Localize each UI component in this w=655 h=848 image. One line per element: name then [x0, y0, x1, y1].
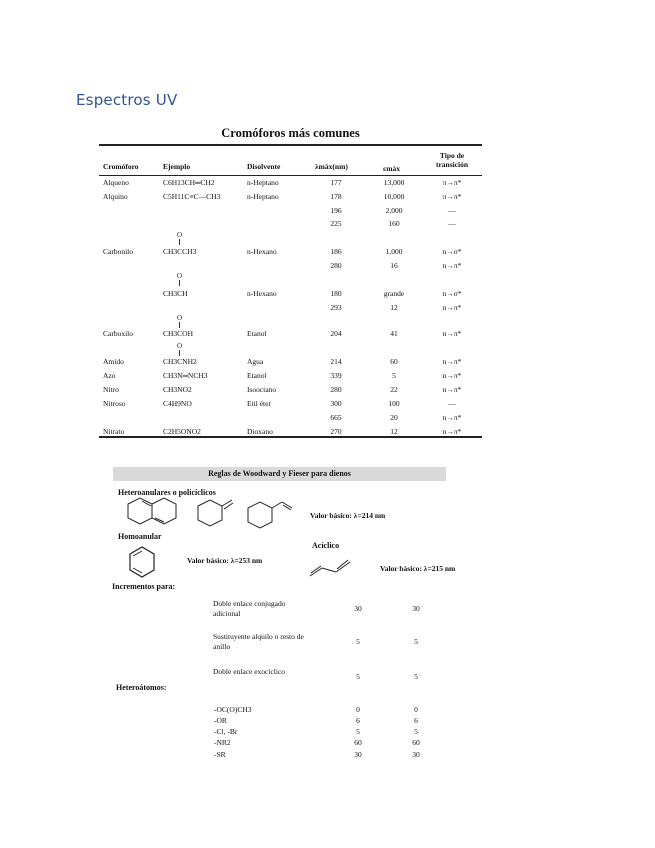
cell-chromophore: Alqueno — [103, 178, 129, 187]
increment-label: Sustituyente alquilo o resto de — [213, 632, 304, 641]
cell-transition: — — [448, 399, 456, 408]
increment-value-hetero: 30 — [412, 604, 420, 613]
cell-transition: n→π* — [442, 371, 462, 380]
cell-lambda: 178 — [330, 192, 342, 201]
header-example: Ejemplo — [163, 162, 191, 171]
heteroatom-label: -OC(O)CH3 — [214, 705, 252, 714]
cell-epsilon: 10,000 — [383, 192, 405, 201]
heteroannular-base-value: Valor básico: λ=214 nm — [310, 511, 386, 520]
cell-lambda: 300 — [330, 399, 342, 408]
heteroatoms-label: Heteroátomos: — [116, 683, 167, 692]
cell-transition: n→π* — [442, 303, 462, 312]
oxygen-mark: O — [177, 314, 183, 322]
header-chromophore: Cromóforo — [103, 162, 139, 171]
cell-chromophore: Nitro — [103, 385, 119, 394]
cell-chromophore: Carbonilo — [103, 247, 133, 256]
cell-solvent: Etanol — [247, 329, 267, 338]
cell-epsilon: 60 — [390, 357, 398, 366]
cell-lambda: 177 — [330, 178, 342, 187]
cell-solvent: Isooctano — [247, 385, 277, 394]
increment-value-homo: 30 — [354, 604, 362, 613]
cell-epsilon: 2,000 — [385, 206, 403, 215]
cell-lambda: 225 — [330, 219, 342, 228]
table-top-rule — [99, 144, 482, 146]
cell-solvent: Etil éter — [247, 399, 271, 408]
double-bond-mark — [179, 322, 180, 328]
heteroatom-value-hetero: 30 — [412, 750, 420, 759]
heteroatom-label: -Cl, -Br — [214, 727, 238, 736]
header-lambda: λmáx(nm) — [315, 162, 348, 171]
increment-value-homo: 5 — [356, 637, 360, 646]
cell-epsilon: grande — [383, 289, 405, 298]
header-solvent: Disolvente — [247, 162, 281, 171]
table-bottom-rule — [99, 436, 482, 438]
double-bond-mark — [179, 239, 180, 245]
cell-example: CH3N═NCH3 — [163, 371, 208, 380]
increment-value-hetero: 5 — [414, 637, 418, 646]
cell-lambda: 214 — [330, 357, 342, 366]
homoannular-structure — [128, 546, 160, 580]
cell-lambda: 204 — [330, 329, 342, 338]
cell-example: CH3CCH3 — [163, 247, 197, 256]
cell-epsilon: 5 — [392, 371, 396, 380]
cell-transition: π→π* — [442, 192, 462, 201]
cell-solvent: n-Heptano — [247, 192, 279, 201]
cell-solvent: n-Hexano — [247, 247, 277, 256]
cell-epsilon: 22 — [390, 385, 398, 394]
cell-example: CH3CH — [163, 289, 188, 298]
cell-epsilon: 13,000 — [383, 178, 405, 187]
header-transition: Tipo de transición — [435, 151, 469, 169]
cell-lambda: 665 — [330, 413, 342, 422]
cell-transition: n→π* — [442, 329, 462, 338]
increment-value-hetero: 5 — [414, 672, 418, 681]
cell-transition: n→π* — [442, 357, 462, 366]
cell-solvent: Dioxano — [247, 427, 273, 436]
cell-epsilon: 160 — [388, 219, 400, 228]
homoannular-label: Homoanular — [118, 532, 162, 541]
heteroatom-value-homo: 5 — [356, 727, 360, 736]
cell-lambda: 339 — [330, 371, 342, 380]
heteroatom-label: -SR — [214, 750, 226, 759]
cell-chromophore: Carboxilo — [103, 329, 133, 338]
cell-example: C4H9NO — [163, 399, 192, 408]
cell-transition: n→π* — [442, 427, 462, 436]
heteroatom-value-homo: 60 — [354, 738, 362, 747]
cell-example: C6H13CH═CH2 — [163, 178, 215, 187]
cell-epsilon: 12 — [390, 427, 398, 436]
cell-transition: — — [448, 219, 456, 228]
increment-label: anillo — [213, 642, 231, 651]
cell-lambda: 293 — [330, 303, 342, 312]
cell-lambda: 180 — [330, 289, 342, 298]
cell-solvent: n-Hexano — [247, 289, 277, 298]
homoannular-base-value: Valor básico: λ=253 nm — [187, 556, 263, 565]
cell-lambda: 280 — [330, 261, 342, 270]
cell-epsilon: 1,000 — [385, 247, 403, 256]
heteroannular-structures — [118, 498, 298, 534]
acyclic-base-value: Valor básico: λ=215 nm — [380, 564, 456, 573]
cell-example: CH3CNH2 — [163, 357, 197, 366]
cell-transition: n→σ* — [442, 247, 462, 256]
increment-label: Doble enlace conjugado — [213, 599, 286, 608]
cell-epsilon: 20 — [390, 413, 398, 422]
cell-epsilon: 41 — [390, 329, 398, 338]
heteroatom-value-hetero: 60 — [412, 738, 420, 747]
cell-solvent: n-Heptano — [247, 178, 279, 187]
increments-label: Incrementos para: — [112, 582, 176, 591]
cell-solvent: Agua — [247, 357, 264, 366]
header-epsilon: εmáx — [383, 164, 400, 173]
cell-lambda: 270 — [330, 427, 342, 436]
heteroatom-value-hetero: 0 — [414, 705, 418, 714]
acyclic-label: Acíclico — [312, 541, 340, 550]
table-header-rule — [99, 175, 482, 176]
cell-chromophore: Alquino — [103, 192, 128, 201]
heteroatom-value-homo: 0 — [356, 705, 360, 714]
cell-epsilon: 16 — [390, 261, 398, 270]
heteroatom-value-hetero: 5 — [414, 727, 418, 736]
cell-transition: π→π* — [442, 178, 462, 187]
oxygen-mark: O — [177, 342, 183, 350]
cell-example: C5H11C≡C—CH3 — [163, 192, 221, 201]
cell-solvent: Etanol — [247, 371, 267, 380]
cell-example: CH3COH — [163, 329, 194, 338]
cell-transition: n→π* — [442, 385, 462, 394]
cell-transition: n→π* — [442, 413, 462, 422]
cell-lambda: 280 — [330, 385, 342, 394]
cell-chromophore: Azo — [103, 371, 116, 380]
cell-example: CH3NO2 — [163, 385, 192, 394]
cell-epsilon: 12 — [390, 303, 398, 312]
page-heading: Espectros UV — [76, 91, 178, 109]
cell-chromophore: Amido — [103, 357, 124, 366]
cell-transition: n→σ* — [442, 289, 462, 298]
heteroatom-label: -NR2 — [214, 738, 231, 747]
heteroatom-label: -OR — [214, 716, 227, 725]
rules-title: Reglas de Woodward y Fieser para dienos — [208, 469, 351, 478]
cell-chromophore: Nitrato — [103, 427, 125, 436]
cell-lambda: 186 — [330, 247, 342, 256]
acyclic-structure — [308, 556, 356, 578]
chromophore-table — [99, 120, 482, 438]
increment-value-homo: 5 — [356, 672, 360, 681]
oxygen-mark: O — [177, 231, 183, 239]
table-title: Cromóforos más comunes — [221, 126, 360, 140]
cell-transition: n→π* — [442, 261, 462, 270]
cell-transition: — — [448, 206, 456, 215]
cell-lambda: 196 — [330, 206, 342, 215]
increment-label: Doble enlace exocíclico — [213, 667, 286, 676]
double-bond-mark — [179, 350, 180, 356]
increment-label: adicional — [213, 609, 241, 618]
cell-example: C2H5ONO2 — [163, 427, 201, 436]
cell-epsilon: 100 — [388, 399, 400, 408]
heteroatom-value-hetero: 6 — [414, 716, 418, 725]
heteroannular-label: Heteroanulares o policíclicos — [118, 488, 216, 497]
heteroatom-value-homo: 6 — [356, 716, 360, 725]
cell-chromophore: Nitroso — [103, 399, 126, 408]
oxygen-mark: O — [177, 272, 183, 280]
heteroatom-value-homo: 30 — [354, 750, 362, 759]
double-bond-mark — [179, 280, 180, 286]
